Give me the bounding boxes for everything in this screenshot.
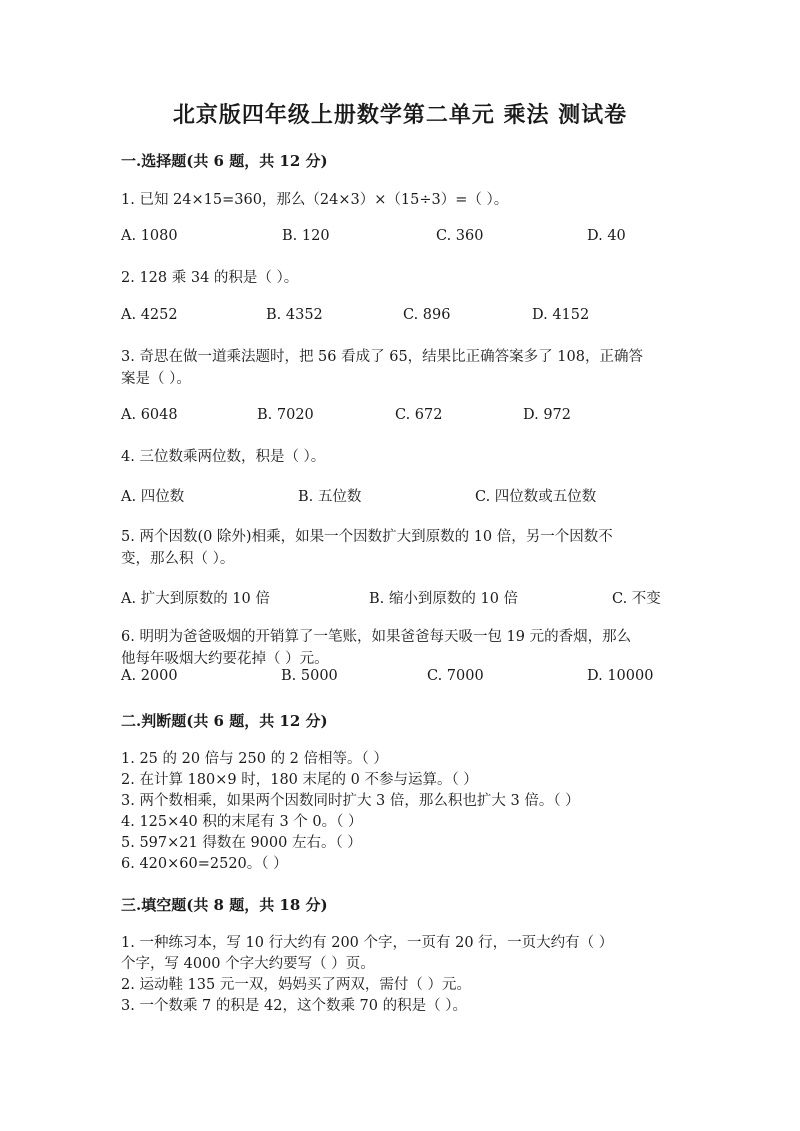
option-a: A. 6048 <box>121 407 178 423</box>
option-b: B. 120 <box>282 228 330 244</box>
fill-item-1-line-1: 1. 一种练习本，写 10 行大约有 200 个字，一页有 20 行，一页大约有（ ） <box>121 935 614 951</box>
judge-item-1: 1. 25 的 20 倍与 250 的 2 倍相等。（ ） <box>121 751 388 767</box>
option-a: A. 4252 <box>121 307 178 323</box>
option-c: C. 672 <box>395 407 443 423</box>
options-q1 <box>121 228 681 250</box>
question-2: 2. 128 乘 34 的积是（ ）。 <box>121 270 299 286</box>
question-5-line-2: 变，那么积（ ）。 <box>121 551 235 567</box>
option-b: B. 缩小到原数的 10 倍 <box>369 591 519 607</box>
judge-item-4: 4. 125×40 积的末尾有 3 个 0。（ ） <box>121 814 363 830</box>
option-c: C. 896 <box>403 307 451 323</box>
option-c: C. 360 <box>436 228 484 244</box>
options-q6 <box>121 668 681 690</box>
question-5-line-1: 5. 两个因数(0 除外)相乘，如果一个因数扩大到原数的 10 倍，另一个因数不 <box>121 529 613 545</box>
judge-item-2: 2. 在计算 180×9 时，180 末尾的 0 不参与运算。（ ） <box>121 772 478 788</box>
option-d: D. 972 <box>523 407 572 423</box>
judge-item-5: 5. 597×21 得数在 9000 左右。（ ） <box>121 835 362 851</box>
option-a: A. 扩大到原数的 10 倍 <box>121 591 270 607</box>
option-c: C. 四位数或五位数 <box>475 489 597 505</box>
option-d: D. 10000 <box>587 668 654 684</box>
question-3-line-2: 案是（ ）。 <box>121 371 191 387</box>
question-6-line-1: 6. 明明为爸爸吸烟的开销算了一笔账，如果爸爸每天吸一包 19 元的香烟，那么 <box>121 629 632 645</box>
options-q2 <box>121 307 681 329</box>
option-a: A. 1080 <box>121 228 178 244</box>
section-heading-fill: 三.填空题(共 8 题，共 18 分) <box>121 896 328 914</box>
question-4: 4. 三位数乘两位数，积是（ ）。 <box>121 449 326 465</box>
section-heading-choice: 一.选择题(共 6 题，共 12 分) <box>121 152 328 170</box>
fill-item-3: 3. 一个数乘 7 的积是 42，这个数乘 70 的积是（ ）。 <box>121 998 467 1014</box>
option-d: D. 40 <box>587 228 626 244</box>
fill-item-1-line-2: 个字，写 4000 个字大约要写（ ）页。 <box>121 956 375 972</box>
judge-item-3: 3. 两个数相乘，如果两个因数同时扩大 3 倍，那么积也扩大 3 倍。（ ） <box>121 793 580 809</box>
question-6-line-2: 他每年吸烟大约要花掉（ ）元。 <box>121 651 329 667</box>
page-title: 北京版四年级上册数学第二单元 乘法 测试卷 <box>172 102 628 128</box>
section-heading-judge: 二.判断题(共 6 题，共 12 分) <box>121 712 328 730</box>
option-b: B. 7020 <box>257 407 314 423</box>
question-1: 1. 已知 24×15=360，那么（24×3）×（15÷3）=（ ）。 <box>121 192 509 208</box>
option-d: D. 4152 <box>532 307 590 323</box>
judge-item-6: 6. 420×60=2520。（ ） <box>121 856 288 872</box>
option-b: B. 5000 <box>281 668 338 684</box>
options-q5 <box>121 587 681 609</box>
options-q3 <box>121 407 681 429</box>
option-a: A. 2000 <box>121 668 178 684</box>
option-c: C. 7000 <box>427 668 484 684</box>
option-a: A. 四位数 <box>121 489 185 505</box>
fill-item-2: 2. 运动鞋 135 元一双，妈妈买了两双，需付（ ）元。 <box>121 977 471 993</box>
option-b: B. 五位数 <box>298 489 362 505</box>
option-b: B. 4352 <box>266 307 323 323</box>
options-q4 <box>121 485 681 507</box>
option-c: C. 不变 <box>612 591 661 607</box>
question-3-line-1: 3. 奇思在做一道乘法题时，把 56 看成了 65，结果比正确答案多了 108，正确答 <box>121 349 643 365</box>
